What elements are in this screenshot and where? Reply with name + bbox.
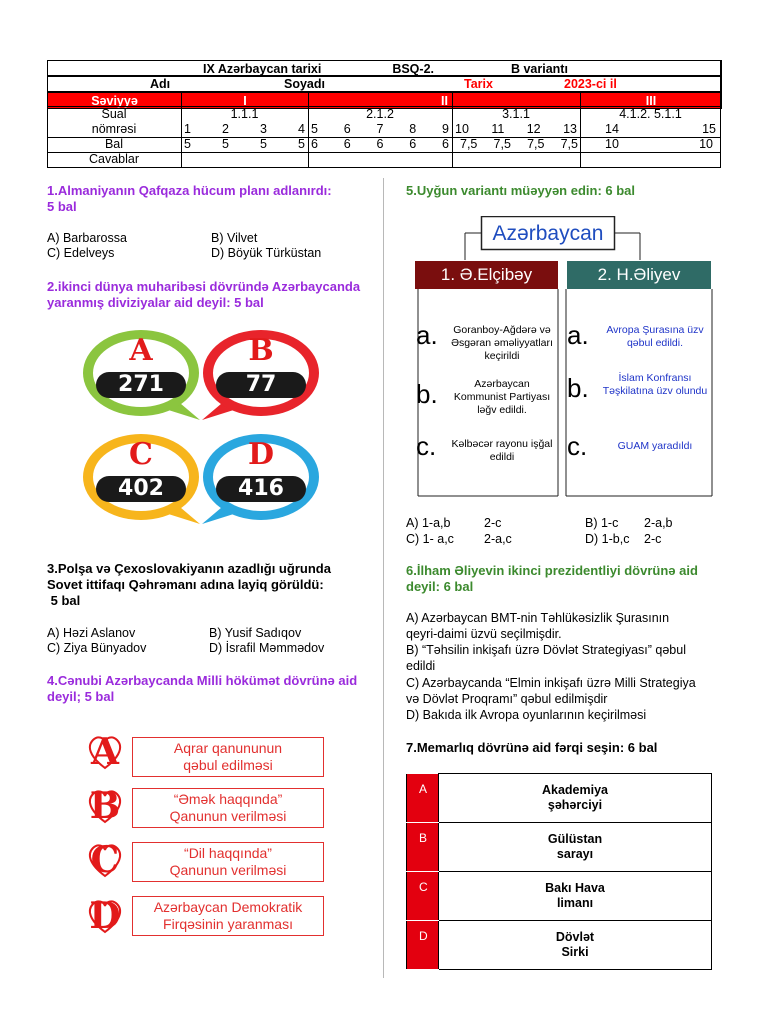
score: 7,5: [460, 137, 478, 151]
standard-2: 2.1.2: [366, 107, 394, 121]
qnum: 7: [376, 122, 384, 136]
question-label-2: nömrəsi: [91, 122, 137, 136]
row-line: limanı: [556, 896, 594, 910]
q7-row-d[interactable]: [407, 921, 712, 970]
score: 6: [376, 137, 384, 151]
q2-title: 2.ikinci dünya muharibəsi dövründə Azərbaycanda: [47, 279, 361, 294]
score: 10: [699, 137, 713, 151]
standard-1: 1.1.1: [230, 107, 259, 121]
right-letter-c: c.: [567, 431, 588, 461]
q4-title: 4.Cənubi Azərbaycanda Milli hökümət dövrünə aid: [47, 673, 358, 688]
option-letter: B: [89, 785, 121, 827]
option-line: Qanunun verilməsi: [169, 808, 287, 824]
right-item-c: GUAM yaradıldı: [617, 440, 693, 452]
qnum: 3: [260, 122, 267, 136]
score: 7,5: [527, 137, 545, 151]
score: 6: [311, 137, 318, 151]
row-value: [439, 823, 712, 872]
question-label: Sual: [101, 107, 127, 121]
score: 10: [605, 137, 619, 151]
test-variant: B variantı: [510, 61, 568, 76]
score: 7,5: [493, 137, 511, 151]
q5-option-b[interactable]: [585, 516, 673, 531]
right-item-a: Avropa Şurasına üzv qəbul edildi.: [606, 324, 704, 349]
option-line: “Əmək haqqında”: [173, 791, 283, 807]
qnum: 13: [563, 122, 577, 136]
bubble-number: 416: [238, 476, 284, 501]
diagram-root: Azərbaycan: [492, 222, 604, 245]
q5-title: 5.Uyğun variantı müəyyən edin: 6 bal: [406, 183, 636, 198]
q2-option-d[interactable]: [202, 432, 320, 524]
q7-table: [406, 773, 712, 970]
row-letter: A: [407, 774, 439, 823]
bubble-number: 402: [118, 476, 164, 501]
option-letter: C: [90, 839, 120, 881]
q5-option-c[interactable]: [406, 532, 512, 547]
heart-icon: [85, 732, 125, 772]
name-label: Adı: [150, 77, 171, 91]
option-text: C) 1- a,c: [406, 532, 454, 546]
score: 5: [184, 137, 191, 151]
right-letter-a: a.: [567, 320, 589, 350]
score: 5: [222, 137, 229, 151]
qnum: 14: [605, 122, 619, 136]
column-divider: [383, 178, 384, 978]
date-label: Tarix: [464, 77, 493, 91]
bubble-letter: C: [129, 437, 153, 472]
q2-title-2: yaranmış diviziyalar aid deyil: 5 bal: [47, 295, 264, 310]
option-text: D) 1-b,c: [585, 532, 630, 546]
q6-line-7[interactable]: D) Bakıda ilk Avropa oyunlarının keçirilməsi: [406, 708, 647, 722]
q7-row-c[interactable]: [407, 872, 712, 921]
right-letter-b: b.: [567, 373, 589, 403]
q2-option-a[interactable]: [82, 328, 200, 420]
qnum: 12: [526, 122, 541, 136]
qnum: 8: [409, 122, 417, 136]
row-line: sarayı: [556, 847, 594, 861]
bubble-letter: B: [248, 333, 274, 368]
qnum: 10: [455, 122, 469, 136]
option-line: qəbul edilməsi: [183, 757, 273, 773]
qnum: 9: [442, 122, 449, 136]
bubble-number: 77: [245, 372, 277, 397]
q6-title: 6.İlham Əliyevin ikinci prezidentliyi dövrünə aid: [406, 563, 698, 578]
qnum: 1: [184, 122, 191, 136]
row-letter: D: [407, 921, 439, 970]
row-line: Gülüstan: [547, 832, 603, 846]
option-text: A) 1-a,b: [406, 516, 451, 530]
test-title: IX Azərbaycan tarixi: [203, 61, 322, 76]
row-value: [439, 872, 712, 921]
q4-option-d-box: [132, 896, 324, 936]
q7-row-b[interactable]: [407, 823, 712, 872]
left-letter-c: c.: [416, 431, 437, 461]
q3-option-c[interactable]: C) Ziya Bünyadov: [47, 641, 147, 655]
diagram-right-head: 2. H.Əliyev: [597, 265, 681, 284]
heart-icon: [85, 786, 125, 826]
option-text: B) 1-c: [585, 516, 619, 530]
q3-points: 5 bal: [47, 593, 81, 608]
q5-option-d[interactable]: [585, 532, 662, 547]
q7-title: 7.Memarlıq dövrünə aid fərqi seşin: 6 bal: [406, 740, 658, 755]
standard-4: 4.1.2. 5.1.1: [619, 107, 682, 121]
q3-title-2: Sovet ittifaqı Qəhrəmanı adına layiq görüldü:: [47, 577, 324, 592]
heart-icon: [85, 840, 125, 880]
q1-option-c[interactable]: C) Edelveys: [47, 246, 115, 260]
qnum: 11: [491, 122, 505, 136]
q3-option-d[interactable]: D) İsrafil Məmmədov: [209, 641, 325, 655]
year-label: 2023-ci il: [564, 77, 617, 91]
bubble-number: 271: [118, 372, 164, 397]
level-3: III: [581, 93, 722, 109]
option-text: 2-c: [484, 516, 502, 530]
standard-3: 3.1.1: [502, 107, 530, 121]
q3-option-a[interactable]: A) Həzi Aslanov: [47, 626, 136, 640]
q6-line-1[interactable]: A) Azərbaycan BMT-nin Təhlükəsizlik Şurasının: [406, 611, 670, 625]
level-1: I: [182, 93, 309, 109]
q1-option-a[interactable]: A) Barbarossa: [47, 231, 127, 245]
row-line: şəhərciyi: [547, 798, 603, 812]
q5-option-a[interactable]: [406, 516, 502, 531]
q6-line-2: qeyri-daimi üzvü seçilmişdir.: [406, 627, 562, 641]
row-line: Sirki: [561, 945, 589, 959]
q4-option-b-box: [132, 788, 324, 828]
option-letter: D: [89, 895, 121, 937]
option-letter: A: [91, 731, 119, 773]
header-grid-lines: [47, 60, 721, 168]
q4-title-2: deyil; 5 bal: [47, 689, 115, 704]
q7-row-a[interactable]: [407, 774, 712, 823]
left-letter-b: b.: [416, 379, 438, 409]
test-code: BSQ-2.: [392, 61, 434, 76]
q1-points: 5 bal: [47, 199, 77, 214]
q1-title: 1.Almaniyanın Qafqaza hücum planı adlanırdı:: [47, 183, 332, 198]
option-line: Qanunun verilməsi: [169, 862, 287, 878]
right-item-b: İslam Konfransı Təşkilatına üzv olundu: [602, 372, 708, 397]
q6-line-6: və Dövlət Proqramı” qəbul edilmişdir: [406, 692, 608, 706]
option-line: “Dil haqqında”: [184, 845, 272, 861]
option-text: 2-c: [644, 532, 662, 546]
row-line: Akademiya: [541, 783, 608, 797]
row-line: Bakı Hava: [545, 881, 605, 895]
q1-option-b[interactable]: B) Vilvet: [211, 231, 258, 245]
option-line: Aqrar qanununun: [173, 740, 283, 756]
q6-title-2: deyil: 6 bal: [406, 579, 474, 594]
q2-option-b[interactable]: [202, 328, 320, 420]
q4-option-c-box: [132, 842, 324, 882]
heart-icon: [85, 896, 125, 936]
surname-label: Soyadı: [284, 77, 325, 91]
level-2: II: [309, 93, 581, 109]
row-letter: C: [407, 872, 439, 921]
q3-option-b[interactable]: B) Yusif Sadıqov: [209, 626, 302, 640]
level-label: Səviyyə: [48, 93, 182, 109]
row-line: Dövlət: [555, 930, 595, 944]
score-label: Bal: [104, 137, 124, 151]
row-letter: B: [407, 823, 439, 872]
score: 6: [343, 137, 351, 151]
option-text: 2-a,b: [644, 516, 673, 530]
qnum: 4: [298, 122, 305, 136]
option-line: Firqəsinin yaranması: [163, 916, 293, 932]
diagram-left-head: 1. Ə.Elçibəy: [440, 265, 533, 284]
score: 7,5: [560, 137, 578, 151]
left-item-c: Kəlbəcər rayonu işğal edildi: [451, 438, 553, 463]
left-letter-a: a.: [416, 320, 438, 350]
bubble-letter: A: [129, 333, 153, 368]
option-line: Azərbaycan Demokratik: [153, 899, 303, 915]
qnum: 15: [702, 122, 716, 136]
q2-option-c[interactable]: [82, 432, 200, 524]
score: 5: [260, 137, 267, 151]
q6-line-5[interactable]: C) Azərbaycanda “Elmin inkişafı üzrə Milli Strategiya: [406, 676, 696, 690]
q1-option-d[interactable]: D) Böyük Türküstan: [211, 246, 322, 260]
row-value: [439, 774, 712, 823]
q4-option-a-box: [132, 737, 324, 777]
score: 6: [409, 137, 417, 151]
score: 6: [442, 137, 449, 151]
qnum: 5: [311, 122, 318, 136]
score: 5: [298, 137, 305, 151]
q6-line-4: edildi: [406, 659, 436, 673]
row-value: [439, 921, 712, 970]
qnum: 2: [222, 122, 229, 136]
q3-title: 3.Polşa və Çexoslovakiyanın azadlığı uğrunda: [47, 561, 331, 576]
bubble-letter: D: [247, 437, 274, 472]
qnum: 6: [343, 122, 351, 136]
left-item-b: Azərbaycan Kommunist Partiyası ləğv edildi.: [453, 378, 551, 416]
option-text: 2-a,c: [484, 532, 512, 546]
answers-label: Cavablar: [88, 152, 140, 166]
q6-line-3[interactable]: B) “Təhsilin inkişafı üzrə Dövlət Strategiyası” qəbul: [406, 643, 686, 657]
q5-diagram: [415, 216, 713, 498]
left-item-a: Goranboy-Ağdərə və Əsgəran əməliyyatları keçirildi: [451, 324, 553, 362]
